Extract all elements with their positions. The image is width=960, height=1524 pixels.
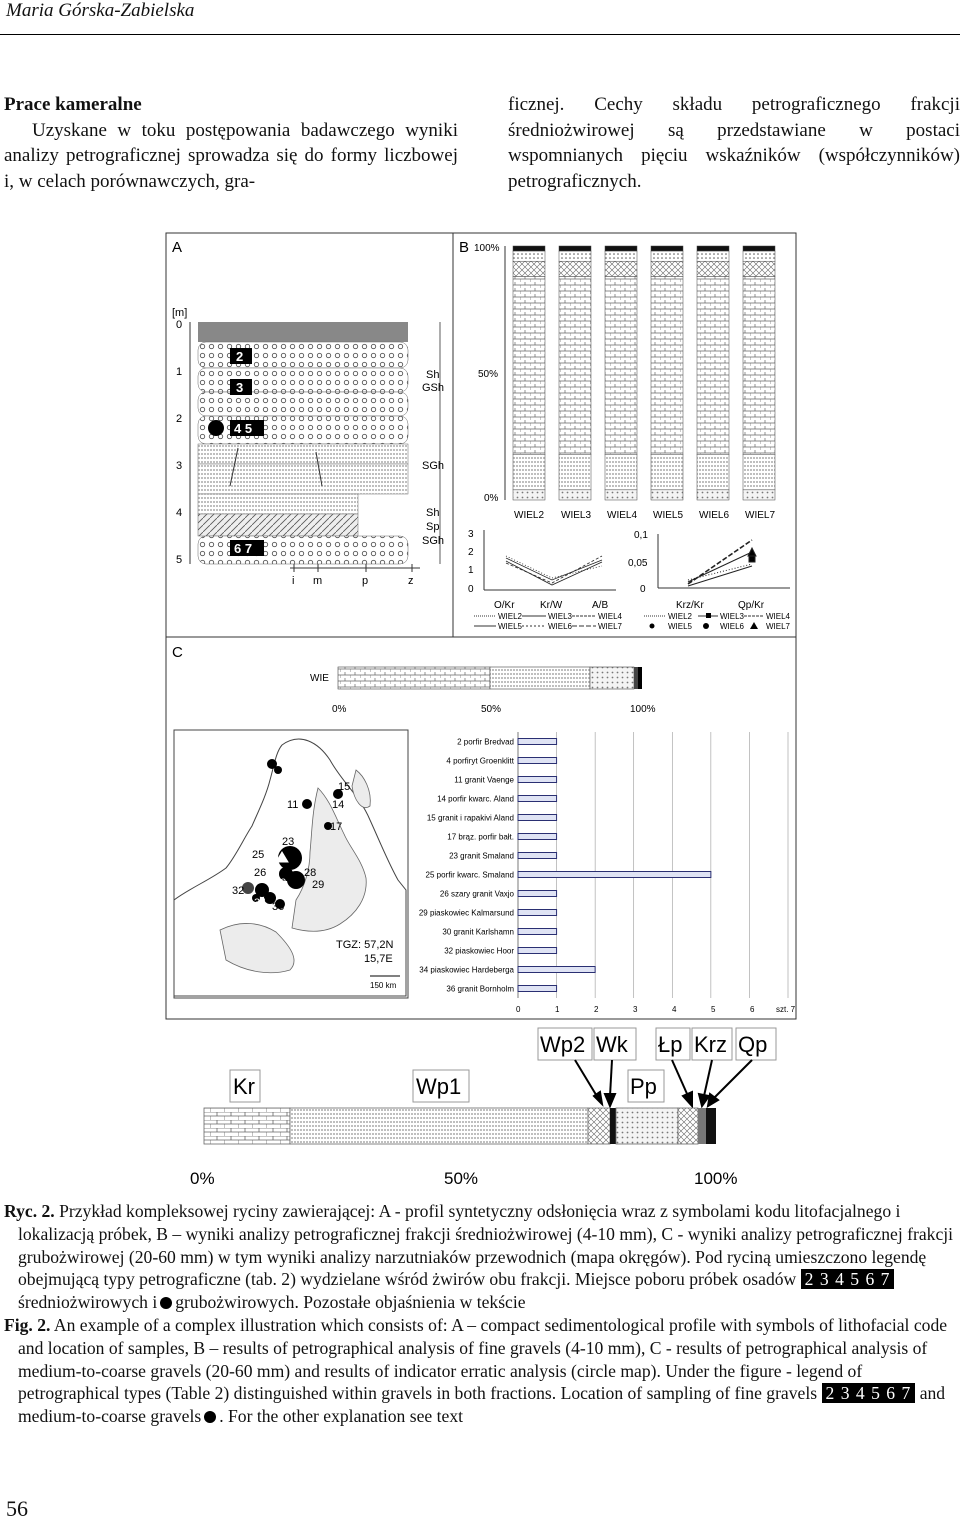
svg-text:3: 3 [176,460,183,472]
svg-text:Kr: Kr [233,1074,255,1099]
stack-segment [651,261,683,276]
depth-unit: [m] [172,307,188,319]
svg-text:Łp: Łp [658,1032,683,1057]
sample-ticket: 2 3 4 5 6 7 [801,1269,895,1289]
svg-text:WIEL6: WIEL6 [548,622,573,631]
svg-text:6 7: 6 7 [234,541,253,556]
erratic-bar-chart [419,732,788,998]
svg-text:z: z [408,575,414,587]
bar-label: 26 szary granit Vaxjo [439,889,514,899]
svg-text:3: 3 [633,1005,638,1014]
svg-text:SGh: SGh [422,535,445,547]
svg-text:0%: 0% [332,704,347,715]
svg-text:p: p [362,575,369,587]
svg-text:100%: 100% [630,704,656,715]
svg-text:WIEL4: WIEL4 [607,510,638,521]
coef-right-lines [688,540,756,586]
stack-segment [605,276,637,454]
svg-text:WIEL6: WIEL6 [720,622,745,631]
svg-text:0: 0 [516,1005,521,1014]
caption-en-text-2: and medium-to-coarse gravels [18,1383,946,1427]
pct-mid: 50% [478,369,499,380]
bar-label: 11 granit Vaenge [454,775,514,785]
stack-segment [651,246,683,251]
bar-label: 34 piaskowiec Hardeberga [419,965,514,975]
svg-text:29: 29 [312,879,325,891]
coef-left-lines [506,556,602,585]
svg-text:Qp: Qp [738,1032,768,1057]
svg-text:SGh: SGh [422,460,445,472]
svg-text:O/Kr: O/Kr [494,600,515,611]
panel-b-label: B [459,239,470,256]
wie-bar [338,667,642,689]
bar-label: 29 piaskowiec Kalmarsund [418,908,514,918]
svg-text:Krz/Kr: Krz/Kr [676,600,704,611]
sediment-profile [198,322,408,564]
wie-label: WIE [310,673,329,684]
svg-text:Wp2: Wp2 [540,1032,586,1057]
svg-text:0,05: 0,05 [628,558,648,569]
svg-text:0: 0 [468,584,474,595]
svg-text:30: 30 [274,877,287,889]
svg-text:Wp1: Wp1 [416,1074,462,1099]
pct-bottom: 0% [484,493,499,504]
running-header: Maria Górska-Zabielska [6,0,195,21]
page-number: 56 [6,1496,28,1521]
stack-segment [559,454,591,490]
caption-pl-text: Przykład kompleksowej ryciny zawierającej: A - profil syntetyczny odsłonięcia wraz z symbolami kodu litofacjalnego i lokalizacją próbek, B – wyniki analizy petrograficznej frakcji średniożwirowej (4-10 mm), C - wyniki analizy petrograficznej frakcji grubożwirowej (20-60 mm) w tym wyniki analizy narzutniaków przewodnich (mapa okręgów). Pod ryciną umieszczono legendę obejmującą typy petrograficzne (tab. 2) wydzielane wśród żwirów obu frakcji. Miejsce poboru próbek osadów [18,1201,954,1290]
stack-segment [743,454,775,490]
bar-label: 32 piaskowiec Hoor [444,946,514,956]
stack-segment [559,490,591,500]
bar [518,758,557,764]
svg-text:34: 34 [254,897,267,909]
caption-pl-label: Ryc. 2. [4,1201,55,1221]
caption-en-label: Fig. 2. [4,1314,51,1335]
stack-segment [605,490,637,500]
section-heading: Prace kameralne [4,94,142,115]
stack-segment [513,246,545,251]
svg-text:28: 28 [304,867,317,879]
bar [518,910,557,916]
stack-segment [743,276,775,454]
svg-text:Qp/Kr: Qp/Kr [738,600,765,611]
bar [518,986,557,992]
bar-chart-xticks [516,1005,796,1014]
svg-text:2: 2 [468,547,474,558]
stack-segment [513,454,545,490]
bar [518,929,557,935]
svg-text:Kr/W: Kr/W [540,600,563,611]
svg-text:szt. 7: szt. 7 [776,1005,796,1014]
svg-text:3: 3 [468,529,474,540]
svg-text:m: m [313,575,323,587]
sample-names [514,510,775,521]
stack-segment [697,454,729,490]
stack-segment [697,246,729,251]
svg-text:0: 0 [640,584,646,595]
stack-segment [697,276,729,454]
svg-text:Sp: Sp [426,521,440,533]
svg-text:17: 17 [330,821,343,833]
stack-segment [743,251,775,261]
stack-segment [651,490,683,500]
svg-text:WIEL7: WIEL7 [745,510,776,521]
svg-text:25: 25 [252,849,265,861]
bar [518,872,711,878]
svg-text:1: 1 [468,565,474,576]
svg-text:5: 5 [176,554,183,566]
svg-text:WIEL7: WIEL7 [766,622,791,631]
caption-pl-text-3: grubożwirowych. Pozostałe objaśnienia w tekście [175,1292,526,1313]
coef-left-yticks [468,529,474,595]
svg-text:2: 2 [236,349,244,364]
svg-text:WIEL2: WIEL2 [668,612,693,621]
stack-segment [605,251,637,261]
stack-segment [513,261,545,276]
coef-right-xlabels [676,600,765,611]
stack-segment [605,261,637,276]
svg-text:26: 26 [254,867,267,879]
stack-segment [605,246,637,251]
bar [518,777,557,783]
svg-text:36: 36 [272,901,285,913]
bar [518,739,557,745]
legend-bar [204,1108,716,1144]
svg-text:WIEL5: WIEL5 [668,622,693,631]
stack-segment [605,454,637,490]
paragraph-left: Uzyskane w toku postępowania badawczego wyniki analizy petrograficznej sprowadza się do formy liczbowej i, w celach porównawczych, gra- [4,119,458,192]
svg-text:4 5: 4 5 [234,421,253,436]
grain-scale [292,564,414,587]
stack-segment [651,276,683,454]
bar-label: 23 granit Smaland [449,851,514,861]
bar [518,796,557,802]
svg-text:5: 5 [711,1005,716,1014]
lithofacial-codes [422,369,444,547]
svg-text:Wk: Wk [596,1032,628,1057]
bar [518,891,557,897]
svg-text:1: 1 [555,1005,560,1014]
coef-right-yticks [628,530,648,595]
stack-segment [743,490,775,500]
svg-text:15: 15 [338,781,351,793]
stack-segment [697,251,729,261]
stack-segment [559,276,591,454]
svg-text:WIEL4: WIEL4 [766,612,791,621]
svg-text:6: 6 [750,1005,755,1014]
stack-segment [513,490,545,500]
pct-top: 100% [474,243,500,254]
wie-scale [332,704,656,715]
depth-labels [176,319,182,566]
svg-text:23: 23 [282,836,295,848]
bar-label: 4 porfiryt Groenklitt [446,756,514,766]
svg-text:4: 4 [672,1005,677,1014]
bar-label: 30 granit Karlshamn [442,927,514,937]
caption-pl-text-2: średniożwirowych i [18,1292,158,1313]
bar [518,853,557,859]
svg-text:1: 1 [176,366,183,378]
stack-segment [743,261,775,276]
caption-en-text: An example of a complex illustration which consists of: A – compact sedimentological profile with symbols of lithofacial code and location of samples, B – results of petrographical analysis of fine gravels (4-10 mm), C - results of petrographical analysis of medium-to-coarse gravels (20-60 mm) and results of indicator erratic analysis (circle map). Under the figure - legend of petrographical types (Table 2) distinguished within gravels in both fractions. Location of sampling of fine gravels [18,1314,948,1404]
bar-label: 17 brąz. porfir bałt. [447,832,514,842]
sample-ticket-en: 2 3 4 5 6 7 [822,1383,916,1403]
stacked-bars [513,246,775,500]
svg-text:WIEL3: WIEL3 [720,612,745,621]
svg-text:WIEL3: WIEL3 [561,510,592,521]
paragraph-right: ficznej. Cechy składu petrograficznego frakcji średniożwirowej są przedstawiane w postaci wspomnianych pięciu wskaźników (współczynników) petrograficznych. [508,94,960,192]
svg-text:50%: 50% [444,1169,479,1188]
bar-label: 15 granit i rapakivi Aland [426,813,514,823]
stack-segment [513,276,545,454]
svg-text:A/B: A/B [592,600,609,611]
caption-polish [4,1200,954,1314]
svg-text:15,7E: 15,7E [364,953,393,965]
bar-label: 25 porfir kwarc. Smaland [425,870,514,880]
svg-text:2: 2 [594,1005,599,1014]
dot-icon [160,1297,172,1309]
stack-segment [559,246,591,251]
svg-text:100%: 100% [694,1169,738,1188]
stack-segment [697,261,729,276]
svg-text:Krz: Krz [694,1032,727,1057]
svg-text:Sh: Sh [426,369,440,381]
svg-text:WIEL5: WIEL5 [498,622,523,631]
stack-segment [743,246,775,251]
svg-text:32: 32 [232,885,245,897]
bar [518,815,557,821]
svg-text:14: 14 [332,799,345,811]
svg-text:Sh: Sh [426,507,440,519]
stack-segment [697,490,729,500]
bar [518,967,595,973]
svg-text:4: 4 [176,507,183,519]
coef-left-xlabels [494,600,608,611]
svg-text:TGZ: 57,2N: TGZ: 57,2N [336,939,394,951]
legend-scale [190,1169,737,1188]
svg-text:Pp: Pp [630,1074,657,1099]
svg-text:i: i [292,575,295,587]
stack-segment [513,251,545,261]
svg-text:2: 2 [176,413,183,425]
figure-caption [4,1200,954,1428]
legend-boxes [230,1028,776,1102]
stack-segment [559,261,591,276]
svg-text:WIEL5: WIEL5 [653,510,684,521]
bar [518,834,557,840]
panel-c-label: C [172,644,183,661]
stack-segment [559,251,591,261]
caption-english [4,1314,954,1428]
caption-en-text-3: . For the other explanation see text [219,1406,463,1427]
svg-text:WIEL3: WIEL3 [548,612,573,621]
svg-text:50%: 50% [481,704,502,715]
dot-icon-en [204,1411,216,1423]
svg-text:WIEL4: WIEL4 [598,612,623,621]
bar-label: 36 granit Bornholm [446,984,514,994]
svg-text:0,1: 0,1 [634,530,648,541]
svg-text:11: 11 [287,799,299,811]
svg-text:0%: 0% [190,1169,215,1188]
svg-text:3: 3 [236,380,244,395]
svg-text:WIEL7: WIEL7 [598,622,623,631]
panel-a-label: A [172,239,183,256]
svg-text:WIEL6: WIEL6 [699,510,730,521]
svg-text:WIEL2: WIEL2 [514,510,545,521]
coef-legend [474,612,791,631]
bar [518,948,557,954]
svg-text:WIEL2: WIEL2 [498,612,523,621]
stack-segment [651,251,683,261]
svg-text:150 km: 150 km [370,981,397,990]
svg-text:0: 0 [176,319,183,331]
bar-label: 2 porfir Bredvad [457,737,514,747]
svg-text:GSh: GSh [422,382,445,394]
bar-label: 14 porfir kwarc. Aland [437,794,514,804]
stack-segment [651,454,683,490]
